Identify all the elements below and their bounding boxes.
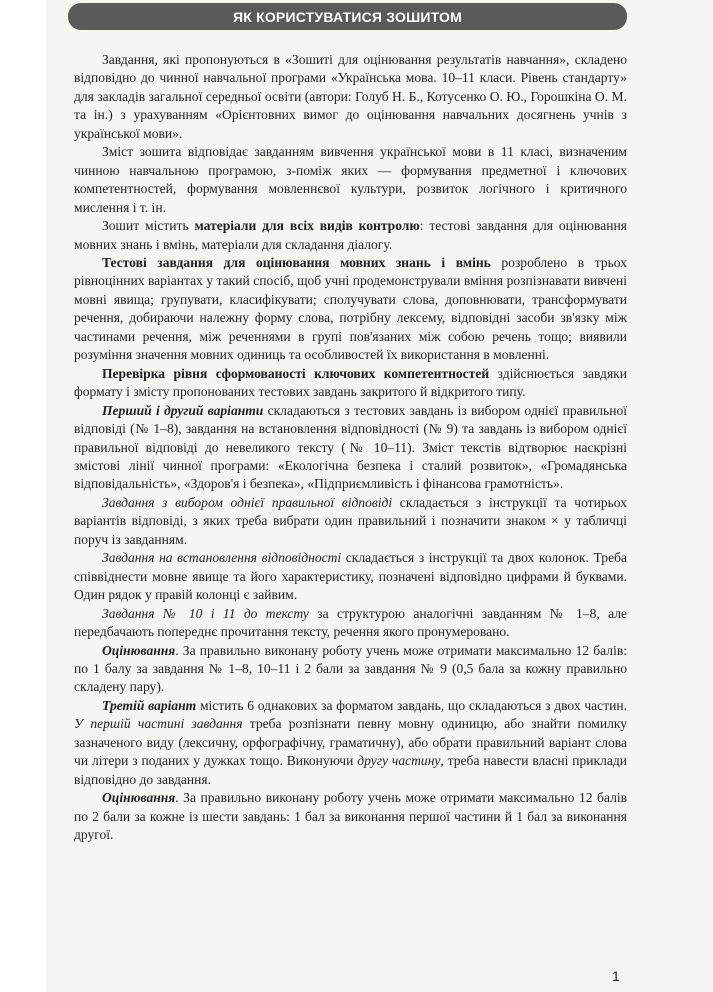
emphasis-matching: Завдання на встановлення відповідності [102,550,342,566]
paragraph-grading-2: Оцінювання. За правильно виконану роботу учень може отримати максимально 12 балів по 2 бали за кожне із шести завдань: 1 бал за виконання першої частини й 1 бал за виконання другої. [74,790,627,843]
section-title: ЯК КОРИСТУВАТИСЯ ЗОШИТОМ [232,8,463,25]
paragraph-variant-3: Третій варіант містить 6 однакових за форматом завдань, що складаються з двох частин. У першій частині завдання треба розпізнати певну мовну одиницю, або знайти помилку зазначеного виду (лексичну, орфографічну, граматичну), або обрати правильний варіант слова чи літери з поданих у дужках тощо. Виконуючи другу частину, треба навести власні приклади відповідно до завдання. [74,697,628,787]
instructions-text [74,51,627,844]
paragraph-test-tasks: Тестові завдання для оцінювання мовних знань і вмінь розроблено в трьох рівноцінних варіантах у такий спосіб, щоб учні продемонстрували вміння розпізнавати вивчені мовні явища; групувати, класифікувати; сполучувати слова, доповнювати, трансформувати речення, добираючи належну форму слова, потрібну лексему, відповідні засоби зв'язку між частинами речення, між реченнями в групі пов'язаних між собою речень тощо; виявили розуміння значення мовних одиниць та особливостей їх використання в мовленні. [74,254,627,363]
paragraph-text-tasks: Завдання № 10 і 11 до тексту за структурою аналогічні завданням № 1–8, але передбачають попереднє прочитання тексту, речення якого пронумеровано. [74,605,627,640]
paragraph-competences: Перевірка рівня сформованості ключових компетентностей здійснюється завдяки формату і змісту пропонованих тестових завдань закритого й відкритого типу. [74,365,627,400]
paragraph-grading-1: Оцінювання. За правильно виконану роботу учень може отримати максимально 12 балів: по 1 балу за завдання № 1–8, 10–11 і 2 бали за завдання № 9 (0,5 бала за кожну правильно складену пару). [74,642,627,695]
emphasis-single-choice: Завдання з вибором однієї правильної відповіді [102,494,393,510]
emphasis-test-tasks: Тестові завдання для оцінювання мовних знань і вмінь [102,254,491,270]
paragraph-control-materials: Зошит містить матеріали для всіх видів контролю: тестові завдання для оцінювання мовних знань і вмінь, матеріали для складання діалогу. [74,218,627,252]
page-number: 1 [612,968,620,984]
emphasis-part-two: другу частину [357,753,441,769]
section-header-bar [68,3,627,30]
emphasis-variant-3: Третій варіант [102,697,197,713]
paragraph-matching: Завдання на встановлення відповідності складається з інструкції та двох колонок. Треба співвіднести мовне явище та його характеристику, позначені відповідно цифрами й буквами. Один рядок у правій колонці є зайвим. [74,550,628,603]
paragraph-single-choice: Завдання з вибором однієї правильної відповіді складається з інструкції та чотирьох варіантів відповіді, з яких треба вибрати один правильний і позначити знаком × у табличці поруч із завданням. [74,494,627,547]
paragraph-intro: Завдання, які пропонуються в «Зошиті для оцінювання результатів навчання», складено відповідно до чинної навчальної програми «Українська мова. 10–11 класи. Рівень стандарту» для закладів загальної середньої освіти (автори: Голуб Н. Б., Котусенко О. Ю., Горошкіна О. М. та ін.) з урахуванням «Орієнтовних вимог до оцінювання навчальних досягнень учнів з української мови». [74,52,627,141]
emphasis-control-types: матеріали для всіх видів контролю [194,218,420,234]
emphasis-competences: Перевірка рівня сформованості ключових компетентностей [102,365,490,381]
paragraph-content-goals: Зміст зошита відповідає завданням вивчення української мови в 11 класі, визначеним чинною навчальною програмою, з-поміж яких — формування предметної і ключових компетентностей, формування мовленнєвої культури, розвиток логічного і критичного мислення і т. ін. [74,144,627,215]
emphasis-grading-1: Оцінювання [102,642,176,658]
emphasis-grading-2: Оцінювання [102,790,176,806]
emphasis-part-one: У першій частині завдання [74,716,243,732]
paragraph-variants-1-2: Перший і другий варіанти складаються з тестових завдань із вибором однієї правильної відповіді (№ 1–8), завдання на встановлення відповідності (№ 9) та завдань із вибором однієї правильної відповіді до невеликого тексту (№ 10–11). Зміст текстів відтворює наскрізні змістові лінії чинної програми: «Екологічна безпека і сталий розвиток», «Громадянська відповідальність», «Здоров'я і безпека», «Підприємливість і фінансова грамотність». [74,402,627,492]
emphasis-text-tasks: Завдання № 10 і 11 до тексту [102,605,309,621]
emphasis-variants-1-2: Перший і другий варіанти [102,402,264,418]
